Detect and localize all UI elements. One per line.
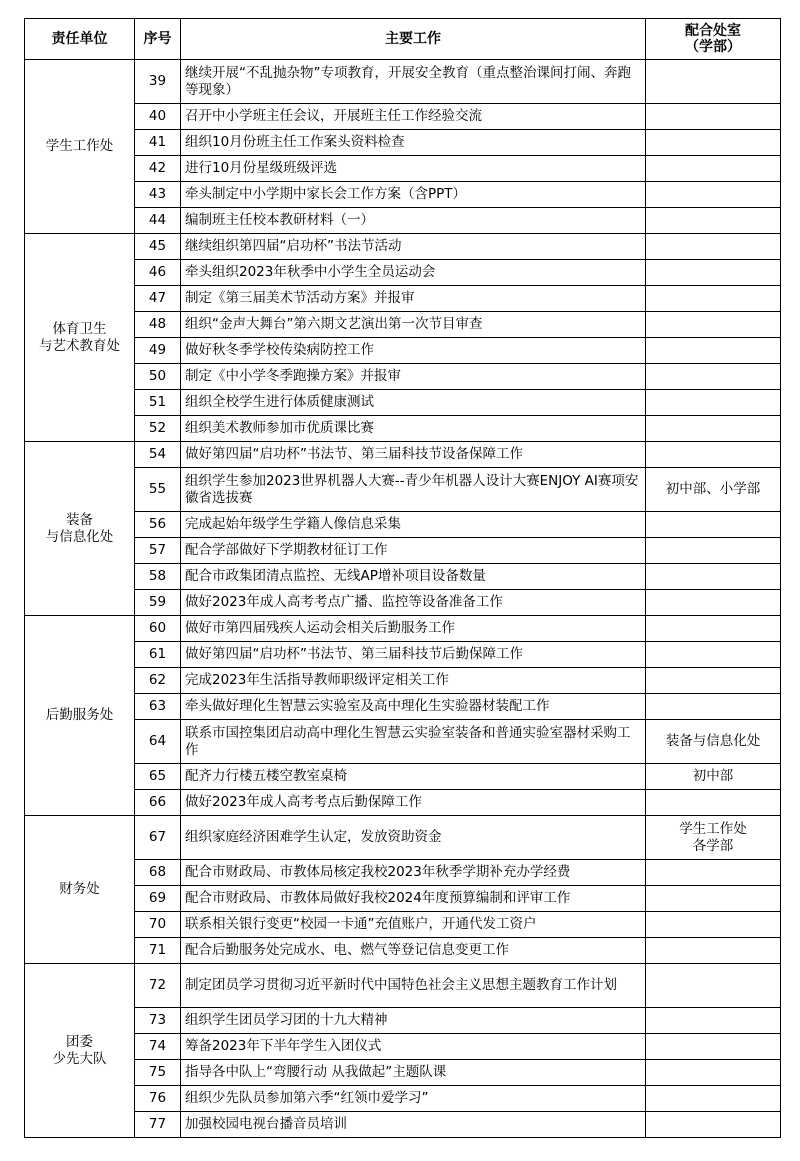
coop-cell xyxy=(646,938,781,964)
coop-cell xyxy=(646,442,781,468)
coop-cell xyxy=(646,860,781,886)
coop-cell xyxy=(646,590,781,616)
number-cell: 75 xyxy=(135,1060,181,1086)
coop-cell xyxy=(646,130,781,156)
task-cell: 联系相关银行变更“校园一卡通”充值账户，开通代发工资户 xyxy=(181,912,646,938)
task-cell: 配合市政集团清点监控、无线AP增补项目设备数量 xyxy=(181,564,646,590)
coop-cell xyxy=(646,616,781,642)
task-cell: 组织“金声大舞台”第六期文艺演出第一次节目审查 xyxy=(181,312,646,338)
coop-cell xyxy=(646,538,781,564)
number-cell: 64 xyxy=(135,720,181,764)
coop-cell xyxy=(646,234,781,260)
coop-cell xyxy=(646,694,781,720)
table-row xyxy=(25,938,781,964)
number-cell: 43 xyxy=(135,182,181,208)
task-cell: 组织少先队员参加第六季“红领巾爱学习” xyxy=(181,1086,646,1112)
table-row xyxy=(25,468,781,512)
task-cell: 组织美术教师参加市优质课比赛 xyxy=(181,416,646,442)
task-cell: 配合学部做好下学期教材征订工作 xyxy=(181,538,646,564)
number-cell: 55 xyxy=(135,468,181,512)
task-cell: 配齐力行楼五楼空教室桌椅 xyxy=(181,764,646,790)
task-cell: 编制班主任校本教研材料（一） xyxy=(181,208,646,234)
task-cell: 组织家庭经济困难学生认定，发放资助资金 xyxy=(181,816,646,860)
coop-cell xyxy=(646,1008,781,1034)
coop-cell xyxy=(646,1060,781,1086)
task-cell: 组织全校学生进行体质健康测试 xyxy=(181,390,646,416)
task-cell: 配合市财政局、市教体局核定我校2023年秋季学期补充办学经费 xyxy=(181,860,646,886)
coop-cell xyxy=(646,416,781,442)
coop-cell xyxy=(646,1034,781,1060)
table-row xyxy=(25,668,781,694)
header-row xyxy=(25,19,781,60)
table-row xyxy=(25,60,781,104)
number-cell: 73 xyxy=(135,1008,181,1034)
table-row xyxy=(25,1008,781,1034)
coop-cell xyxy=(646,156,781,182)
table-row xyxy=(25,1086,781,1112)
header-unit: 责任单位 xyxy=(25,19,135,60)
table-row xyxy=(25,816,781,860)
number-cell: 58 xyxy=(135,564,181,590)
number-cell: 74 xyxy=(135,1034,181,1060)
table-row xyxy=(25,156,781,182)
coop-cell: 装备与信息化处 xyxy=(646,720,781,764)
coop-cell xyxy=(646,208,781,234)
table-row xyxy=(25,538,781,564)
number-cell: 76 xyxy=(135,1086,181,1112)
task-cell: 继续开展“不乱抛杂物”专项教育，开展安全教育（重点整治课间打闹、奔跑等现象） xyxy=(181,60,646,104)
number-cell: 65 xyxy=(135,764,181,790)
unit-cell: 团委 少先大队 xyxy=(25,964,135,1138)
work-plan-table xyxy=(24,18,781,1138)
header-task: 主要工作 xyxy=(181,19,646,60)
coop-cell xyxy=(646,912,781,938)
number-cell: 42 xyxy=(135,156,181,182)
table-row xyxy=(25,694,781,720)
coop-cell xyxy=(646,260,781,286)
unit-cell: 体育卫生 与艺术教育处 xyxy=(25,234,135,442)
number-cell: 67 xyxy=(135,816,181,860)
table-row xyxy=(25,312,781,338)
table-row xyxy=(25,860,781,886)
table-row xyxy=(25,1060,781,1086)
task-cell: 配合市财政局、市教体局做好我校2024年度预算编制和评审工作 xyxy=(181,886,646,912)
table-row xyxy=(25,130,781,156)
number-cell: 45 xyxy=(135,234,181,260)
number-cell: 41 xyxy=(135,130,181,156)
coop-cell xyxy=(646,564,781,590)
task-cell: 继续组织第四届“启功杯”书法节活动 xyxy=(181,234,646,260)
number-cell: 72 xyxy=(135,964,181,1008)
coop-cell xyxy=(646,312,781,338)
task-cell: 组织学生参加2023世界机器人大赛--青少年机器人设计大赛ENJOY AI赛项安徽省选拔赛 xyxy=(181,468,646,512)
number-cell: 52 xyxy=(135,416,181,442)
unit-cell: 装备 与信息化处 xyxy=(25,442,135,616)
task-cell: 制定团员学习贯彻习近平新时代中国特色社会主义思想主题教育工作计划 xyxy=(181,964,646,1008)
table-row xyxy=(25,1112,781,1138)
table-row xyxy=(25,512,781,538)
number-cell: 59 xyxy=(135,590,181,616)
coop-cell xyxy=(646,364,781,390)
number-cell: 61 xyxy=(135,642,181,668)
number-cell: 40 xyxy=(135,104,181,130)
number-cell: 69 xyxy=(135,886,181,912)
coop-cell xyxy=(646,286,781,312)
number-cell: 62 xyxy=(135,668,181,694)
coop-cell xyxy=(646,390,781,416)
table-row xyxy=(25,764,781,790)
coop-cell xyxy=(646,512,781,538)
coop-cell xyxy=(646,668,781,694)
table-row xyxy=(25,564,781,590)
header-coop: 配合处室 （学部） xyxy=(646,19,781,60)
task-cell: 组织10月份班主任工作案头资料检查 xyxy=(181,130,646,156)
task-cell: 做好第四届“启功杯”书法节、第三届科技节后勤保障工作 xyxy=(181,642,646,668)
table-row xyxy=(25,286,781,312)
number-cell: 44 xyxy=(135,208,181,234)
header-num: 序号 xyxy=(135,19,181,60)
table-row xyxy=(25,964,781,1008)
number-cell: 46 xyxy=(135,260,181,286)
unit-cell: 财务处 xyxy=(25,816,135,964)
table-row xyxy=(25,104,781,130)
number-cell: 56 xyxy=(135,512,181,538)
table-row xyxy=(25,416,781,442)
task-cell: 筹备2023年下半年学生入团仪式 xyxy=(181,1034,646,1060)
task-cell: 牵头做好理化生智慧云实验室及高中理化生实验器材装配工作 xyxy=(181,694,646,720)
number-cell: 47 xyxy=(135,286,181,312)
table-row xyxy=(25,182,781,208)
number-cell: 68 xyxy=(135,860,181,886)
table-row xyxy=(25,234,781,260)
task-cell: 加强校园电视台播音员培训 xyxy=(181,1112,646,1138)
task-cell: 做好2023年成人高考考点广播、监控等设备准备工作 xyxy=(181,590,646,616)
coop-cell: 学生工作处 各学部 xyxy=(646,816,781,860)
number-cell: 54 xyxy=(135,442,181,468)
coop-cell xyxy=(646,1086,781,1112)
table-row xyxy=(25,338,781,364)
task-cell: 牵头组织2023年秋季中小学生全员运动会 xyxy=(181,260,646,286)
table-row xyxy=(25,616,781,642)
table-body xyxy=(25,60,781,1138)
table-row xyxy=(25,720,781,764)
task-cell: 召开中小学班主任会议，开展班主任工作经验交流 xyxy=(181,104,646,130)
coop-cell xyxy=(646,182,781,208)
table-row xyxy=(25,208,781,234)
coop-cell xyxy=(646,642,781,668)
coop-cell xyxy=(646,104,781,130)
coop-cell xyxy=(646,964,781,1008)
table-row xyxy=(25,790,781,816)
unit-cell: 后勤服务处 xyxy=(25,616,135,816)
table-row xyxy=(25,912,781,938)
task-cell: 配合后勤服务处完成水、电、燃气等登记信息变更工作 xyxy=(181,938,646,964)
number-cell: 57 xyxy=(135,538,181,564)
task-cell: 做好2023年成人高考考点后勤保障工作 xyxy=(181,790,646,816)
task-cell: 做好第四届“启功杯”书法节、第三届科技节设备保障工作 xyxy=(181,442,646,468)
table-row xyxy=(25,260,781,286)
coop-cell xyxy=(646,790,781,816)
number-cell: 50 xyxy=(135,364,181,390)
number-cell: 39 xyxy=(135,60,181,104)
number-cell: 66 xyxy=(135,790,181,816)
table-row xyxy=(25,364,781,390)
coop-cell xyxy=(646,886,781,912)
table-row xyxy=(25,1034,781,1060)
number-cell: 48 xyxy=(135,312,181,338)
number-cell: 63 xyxy=(135,694,181,720)
number-cell: 71 xyxy=(135,938,181,964)
coop-cell xyxy=(646,60,781,104)
coop-cell: 初中部 xyxy=(646,764,781,790)
table-row xyxy=(25,590,781,616)
task-cell: 制定《中小学冬季跑操方案》并报审 xyxy=(181,364,646,390)
task-cell: 联系市国控集团启动高中理化生智慧云实验室装备和普通实验室器材采购工作 xyxy=(181,720,646,764)
task-cell: 完成2023年生活指导教师职级评定相关工作 xyxy=(181,668,646,694)
task-cell: 做好市第四届残疾人运动会相关后勤服务工作 xyxy=(181,616,646,642)
table-row xyxy=(25,442,781,468)
number-cell: 49 xyxy=(135,338,181,364)
table-row xyxy=(25,642,781,668)
task-cell: 制定《第三届美术节活动方案》并报审 xyxy=(181,286,646,312)
task-cell: 做好秋冬季学校传染病防控工作 xyxy=(181,338,646,364)
task-cell: 指导各中队上“弯腰行动 从我做起”主题队课 xyxy=(181,1060,646,1086)
number-cell: 70 xyxy=(135,912,181,938)
coop-cell xyxy=(646,338,781,364)
task-cell: 组织学生团员学习团的十九大精神 xyxy=(181,1008,646,1034)
task-cell: 进行10月份星级班级评选 xyxy=(181,156,646,182)
number-cell: 51 xyxy=(135,390,181,416)
unit-cell: 学生工作处 xyxy=(25,60,135,234)
number-cell: 60 xyxy=(135,616,181,642)
coop-cell xyxy=(646,1112,781,1138)
number-cell: 77 xyxy=(135,1112,181,1138)
coop-cell: 初中部、小学部 xyxy=(646,468,781,512)
table-row xyxy=(25,886,781,912)
table-row xyxy=(25,390,781,416)
task-cell: 完成起始年级学生学籍人像信息采集 xyxy=(181,512,646,538)
task-cell: 牵头制定中小学期中家长会工作方案（含PPT） xyxy=(181,182,646,208)
